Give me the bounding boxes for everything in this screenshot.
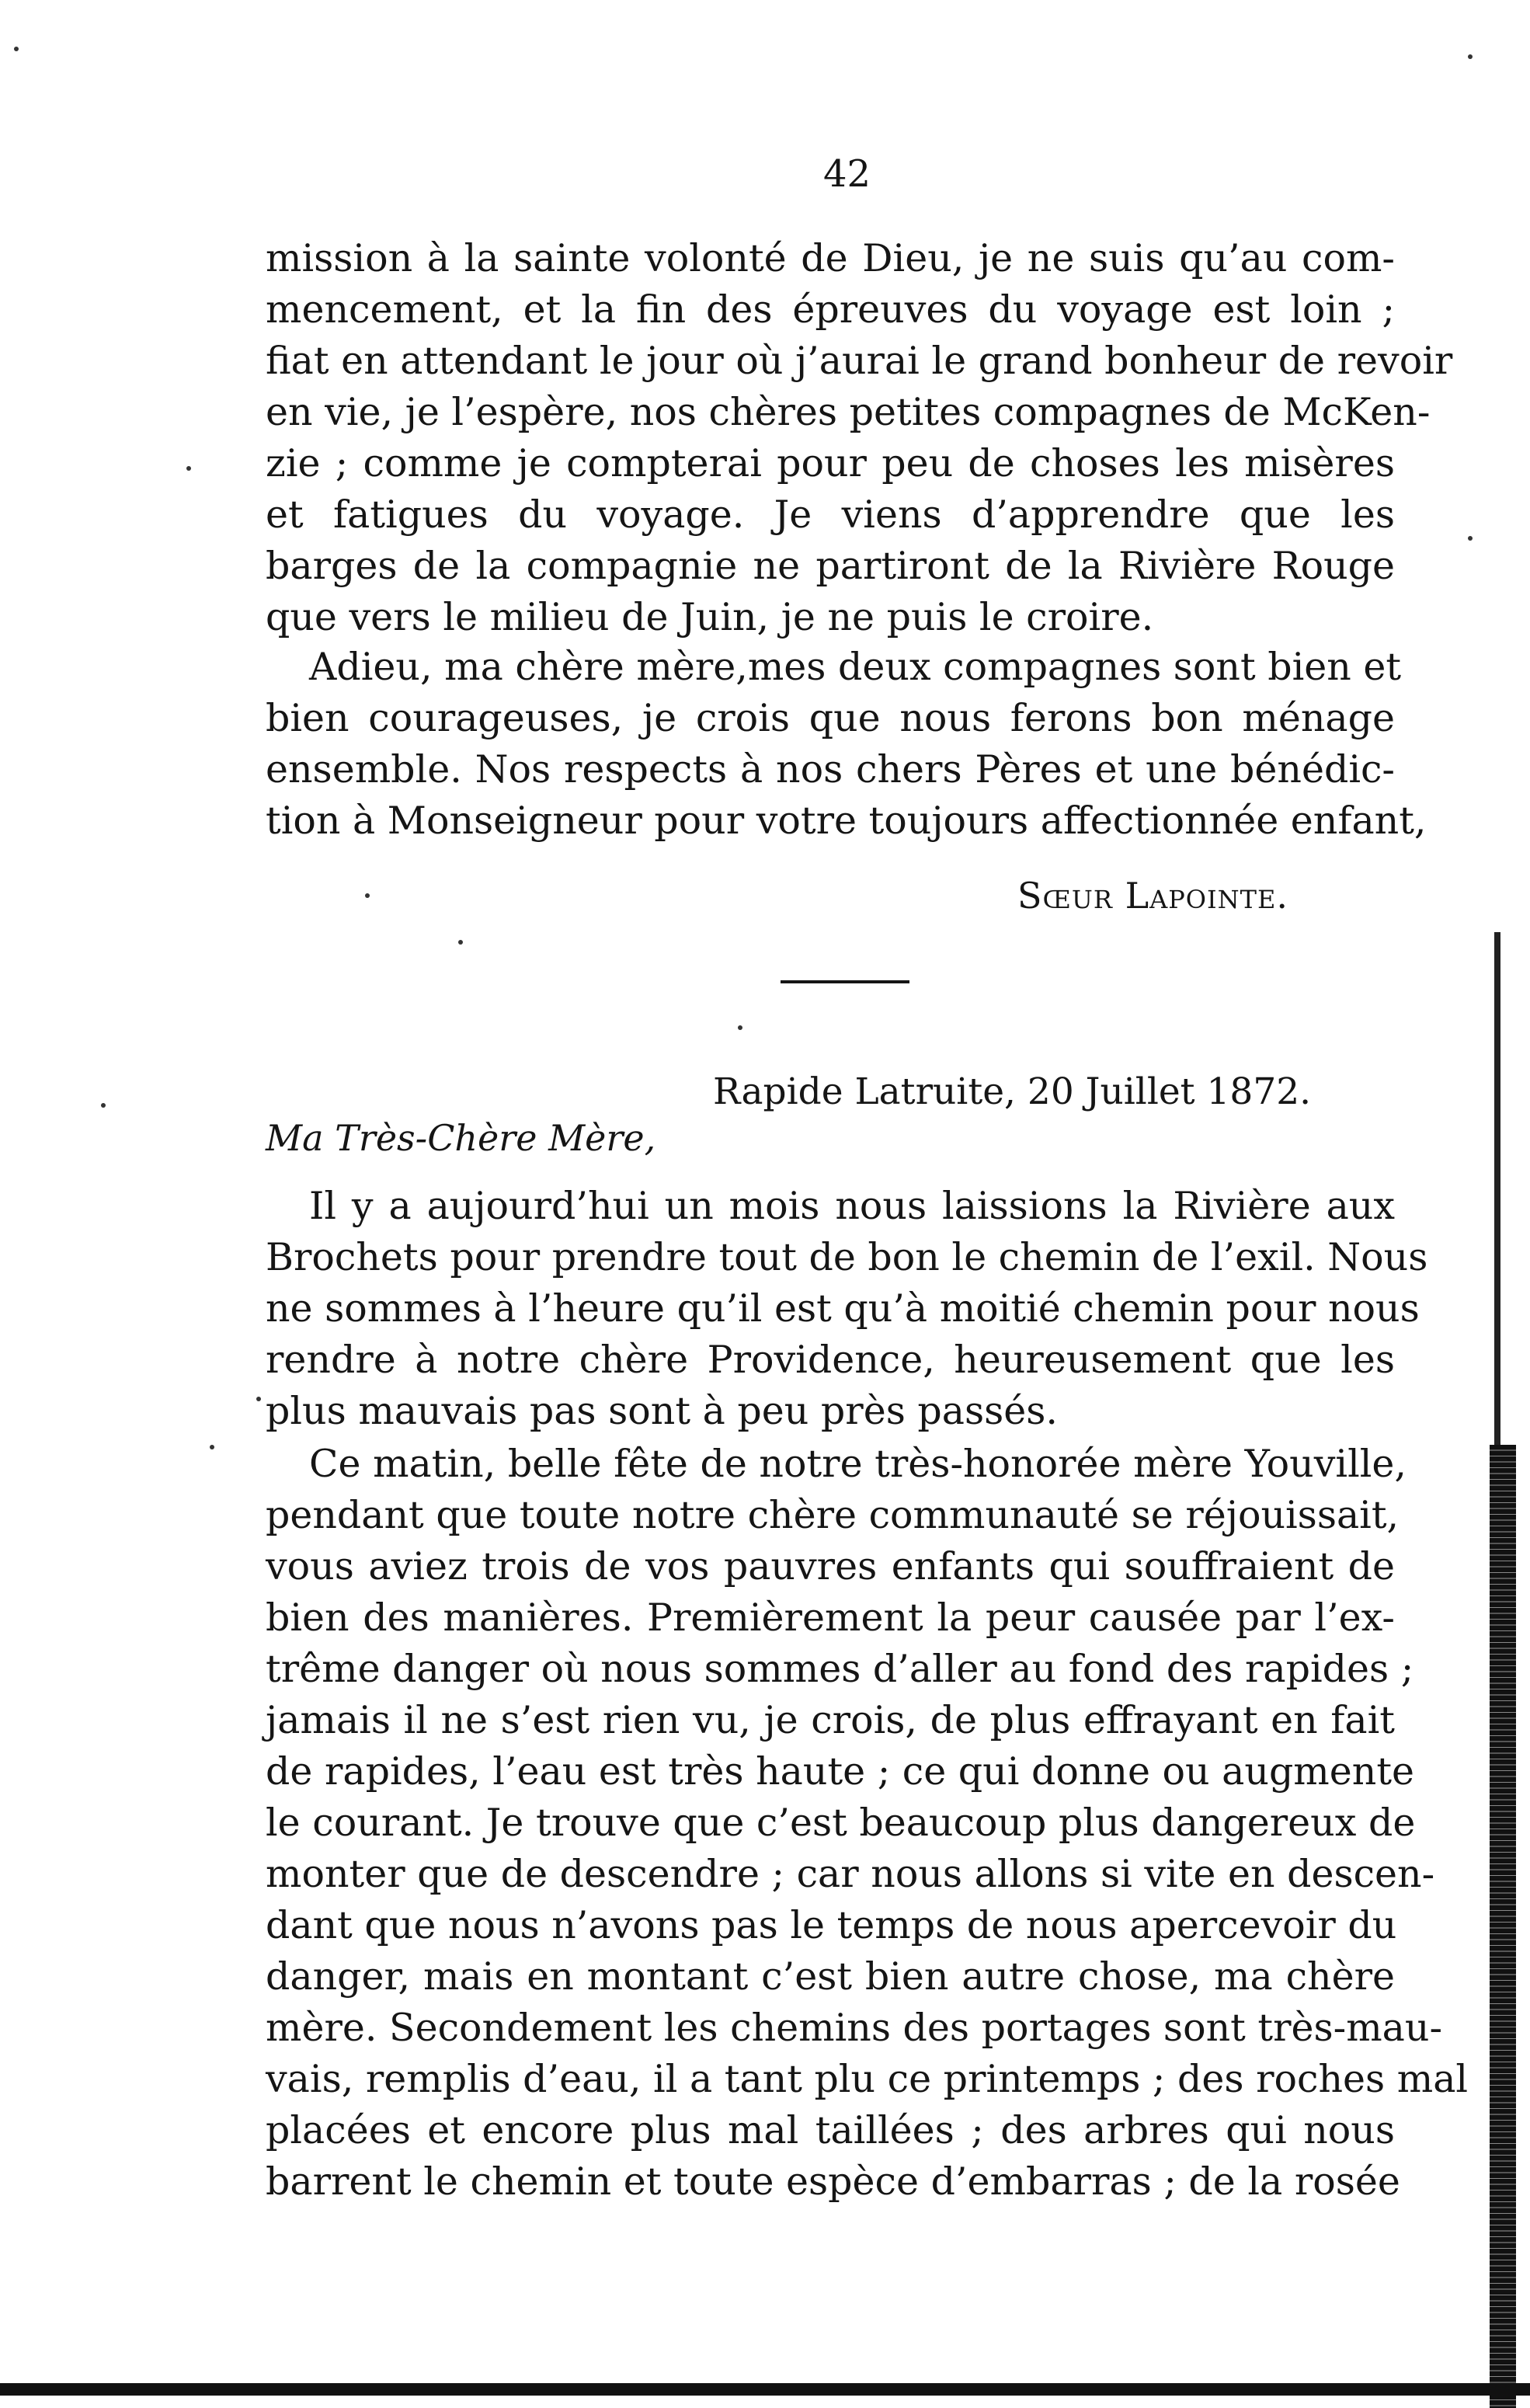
scan-speck — [14, 47, 19, 51]
text-line: jamais il ne s’est rien vu, je crois, de plus effrayant en fait — [266, 1698, 1395, 1742]
text-line: de rapides, l’eau est très haute ; ce qui donne ou augmente — [266, 1749, 1415, 1794]
text-line: mencement, et la fin des épreuves du voyage est loin ; — [266, 287, 1395, 332]
paragraph-2 — [266, 642, 1427, 847]
text-line: fiat en attendant le jour où j’aurai le grand bonheur de revoir — [266, 339, 1453, 383]
section-divider — [781, 980, 909, 983]
scan-speck — [210, 1445, 214, 1449]
text-line: barges de la compagnie ne partiront de la Rivière Rouge — [266, 544, 1395, 588]
paragraph-1 — [266, 233, 1453, 643]
letter-salutation: Ma Très-Chère Mère, — [266, 1117, 656, 1159]
text-line: danger, mais en montant c’est bien autre chose, ma chère — [266, 1954, 1395, 1999]
scan-speck — [1468, 54, 1473, 59]
text-line: tion à Monseigneur pour votre toujours affectionnée enfant, — [266, 799, 1427, 843]
text-line: ne sommes à l’heure qu’il est qu’à moitié chemin pour nous — [266, 1286, 1420, 1331]
text-line: plus mauvais pas sont à peu près passés. — [266, 1389, 1059, 1433]
text-line: trême danger où nous sommes d’aller au fond des rapides ; — [266, 1647, 1414, 1691]
scan-speck — [186, 466, 191, 471]
text-line: zie ; comme je compterai pour peu de choses les misères — [266, 441, 1395, 485]
text-line: et fatigues du voyage. Je viens d’apprendre que les — [266, 492, 1395, 537]
scan-speck — [1468, 536, 1473, 541]
text-line: rendre à notre chère Providence, heureusement que les — [266, 1338, 1395, 1382]
scan-speck — [738, 1025, 742, 1030]
scan-edge-right — [1494, 932, 1500, 1445]
text-line: Adieu, ma chère mère,mes deux compagnes sont bien et — [309, 645, 1402, 689]
paragraph-3 — [266, 1181, 1428, 1437]
text-line: pendant que toute notre chère communauté se réjouissait, — [266, 1493, 1400, 1537]
text-line: mère. Secondement les chemins des portages sont très-mau- — [266, 2006, 1443, 2050]
letter-dateline: Rapide Latruite, 20 Juillet 1872. — [713, 1070, 1312, 1113]
scan-speck — [365, 893, 370, 898]
text-line: Ce matin, belle fête de notre très-honorée mère Youville, — [309, 1442, 1407, 1486]
text-line: bien courageuses, je crois que nous ferons bon ménage — [266, 696, 1395, 740]
page-number: 42 — [823, 152, 871, 196]
signature: Sœur Lapointe. — [1017, 875, 1288, 917]
text-line: bien des manières. Premièrement la peur causée par l’ex- — [266, 1595, 1395, 1640]
text-line: Brochets pour prendre tout de bon le chemin de l’exil. Nous — [266, 1235, 1428, 1279]
text-line: barrent le chemin et toute espèce d’embarras ; de la rosée — [266, 2159, 1400, 2204]
text-line: monter que de descendre ; car nous allons si vite en descen- — [266, 1852, 1435, 1896]
text-line: ensemble. Nos respects à nos chers Pères et une bénédic- — [266, 747, 1395, 792]
text-line: dant que nous n’avons pas le temps de nous apercevoir du — [266, 1903, 1397, 1947]
text-line: Il y a aujourd’hui un mois nous laissions la Rivière aux — [309, 1184, 1395, 1228]
text-line: que vers le milieu de Juin, je ne puis le croire. — [266, 595, 1154, 639]
text-line: le courant. Je trouve que c’est beaucoup plus dangereux de — [266, 1801, 1416, 1845]
text-line: mission à la sainte volonté de Dieu, je ne suis qu’au com- — [266, 236, 1395, 280]
scan-edge-right-dark — [1490, 1445, 1516, 2408]
scan-speck — [101, 1103, 106, 1108]
scan-speck — [458, 940, 463, 945]
text-line: vous aviez trois de vos pauvres enfants qui souffraient de — [266, 1544, 1395, 1589]
text-line: placées et encore plus mal taillées ; des arbres qui nous — [266, 2108, 1395, 2152]
text-line: en vie, je l’espère, nos chères petites compagnes de McKen- — [266, 390, 1431, 434]
scan-speck — [256, 1397, 261, 1401]
scan-edge-bottom — [0, 2383, 1530, 2396]
text-line: vais, remplis d’eau, il a tant plu ce printemps ; des roches mal — [266, 2057, 1469, 2101]
paragraph-4 — [266, 1439, 1469, 2208]
